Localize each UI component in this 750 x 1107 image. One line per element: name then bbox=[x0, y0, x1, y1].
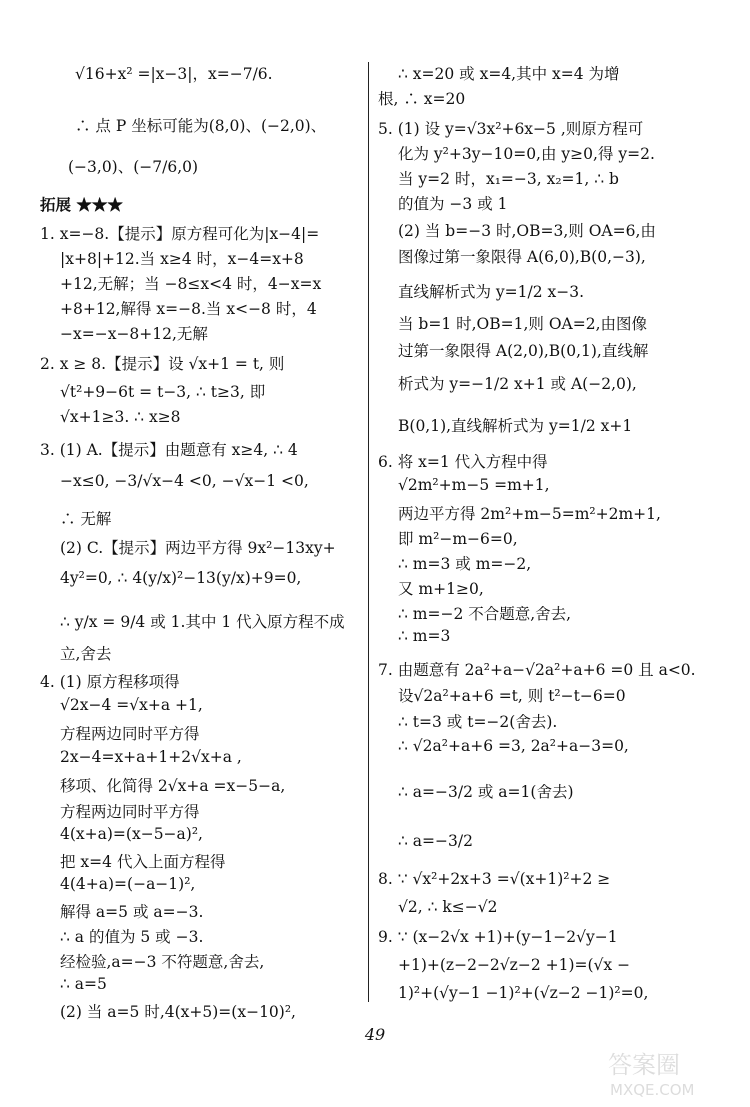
text-line: −x≤0, −3/√x−4 <0, −√x−1 <0, bbox=[60, 472, 309, 490]
text-line: −x=−x−8+12,无解 bbox=[60, 325, 208, 343]
text-line: 拓展 ★★★ bbox=[40, 195, 123, 214]
text-line: ∴ y/x = 9/4 或 1.其中 1 代入原方程不成 bbox=[60, 613, 345, 631]
text-line: ∴ m=3 或 m=−2, bbox=[398, 555, 532, 573]
text-line: ∴ 点 P 坐标可能为(8,0)、(−2,0)、 bbox=[75, 117, 327, 135]
text-line: +8+12,解得 x=−8.当 x<−8 时，4 bbox=[60, 300, 317, 318]
text-line: √2m²+m−5 =m+1, bbox=[398, 476, 550, 494]
text-line: ∴ x=20 或 x=4,其中 x=4 为增 bbox=[398, 65, 620, 83]
text-line: (2) 当 b=−3 时,OB=3,则 OA=6,由 bbox=[398, 222, 656, 240]
text-line: 又 m+1≥0, bbox=[398, 580, 484, 598]
text-line: 4(x+a)=(x−5−a)², bbox=[60, 825, 203, 843]
text-line: (2) 当 a=5 时,4(x+5)=(x−10)², bbox=[60, 1003, 296, 1021]
text-line: 直线解析式为 y=1/2 x−3. bbox=[398, 283, 585, 301]
text-line: 两边平方得 2m²+m−5=m²+2m+1, bbox=[398, 505, 661, 523]
text-line: 当 b=1 时,OB=1,则 OA=2,由图像 bbox=[398, 315, 648, 333]
text-line: 4. (1) 原方程移项得 bbox=[40, 673, 180, 691]
text-line: √16+x² =|x−3|，x=−7/6. bbox=[75, 65, 273, 83]
text-line: 即 m²−m−6=0, bbox=[398, 530, 518, 548]
text-line: 过第一象限得 A(2,0),B(0,1),直线解 bbox=[398, 342, 649, 360]
text-line: 4y²=0, ∴ 4(y/x)²−13(y/x)+9=0, bbox=[60, 569, 302, 587]
text-line: 当 y=2 时，x₁=−3, x₂=1, ∴ b bbox=[398, 170, 619, 188]
text-line: 化为 y²+3y−10=0,由 y≥0,得 y=2. bbox=[398, 145, 655, 163]
text-line: 3. (1) A.【提示】由题意有 x≥4, ∴ 4 bbox=[40, 441, 298, 459]
text-line: ∴ m=−2 不合题意,舍去, bbox=[398, 605, 572, 623]
text-line: 5. (1) 设 y=√3x²+6x−5 ,则原方程可 bbox=[378, 120, 644, 138]
text-line: 解得 a=5 或 a=−3. bbox=[60, 903, 204, 921]
text-line: 的值为 −3 或 1 bbox=[398, 195, 508, 213]
watermark-text-1: 答案圈 bbox=[608, 1051, 680, 1079]
text-line: 设√2a²+a+6 =t, 则 t²−t−6=0 bbox=[398, 687, 626, 705]
text-line: ∴ 无解 bbox=[60, 510, 112, 528]
text-line: 6. 将 x=1 代入方程中得 bbox=[378, 453, 548, 471]
text-line: 4(4+a)=(−a−1)², bbox=[60, 875, 196, 893]
text-line: 经检验,a=−3 不符题意,舍去, bbox=[60, 953, 265, 971]
column-divider bbox=[368, 62, 369, 1002]
text-line: ∴ a 的值为 5 或 −3. bbox=[60, 928, 204, 946]
text-line: ∴ t=3 或 t=−2(舍去). bbox=[398, 713, 558, 731]
text-line: 方程两边同时平方得 bbox=[60, 803, 200, 821]
text-line: 把 x=4 代入上面方程得 bbox=[60, 853, 226, 871]
text-line: √2, ∴ k≤−√2 bbox=[398, 898, 498, 916]
text-line: 8. ∵ √x²+2x+3 =√(x+1)²+2 ≥ bbox=[378, 870, 611, 888]
watermark-text-2: MXQE.COM bbox=[610, 1081, 695, 1099]
text-line: ∴ √2a²+a+6 =3, 2a²+a−3=0, bbox=[398, 737, 629, 755]
watermark-logo bbox=[600, 1045, 735, 1100]
text-line: (2) C.【提示】两边平方得 9x²−13xy+ bbox=[60, 539, 336, 557]
text-line: +12,无解；当 −8≤x<4 时，4−x=x bbox=[60, 275, 322, 293]
text-line: 根, ∴ x=20 bbox=[378, 90, 466, 108]
text-line: 移项、化简得 2√x+a =x−5−a, bbox=[60, 777, 286, 795]
text-line: 7. 由题意有 2a²+a−√2a²+a+6 =0 且 a<0. bbox=[378, 661, 696, 679]
text-line: B(0,1),直线解析式为 y=1/2 x+1 bbox=[398, 417, 633, 435]
text-line: 9. ∵ (x−2√x +1)+(y−1−2√y−1 bbox=[378, 928, 618, 946]
text-line: 图像过第一象限得 A(6,0),B(0,−3), bbox=[398, 248, 646, 266]
text-line: |x+8|+12.当 x≥4 时，x−4=x+8 bbox=[60, 250, 304, 268]
text-line: 立,舍去 bbox=[60, 645, 112, 663]
text-line: 2x−4=x+a+1+2√x+a , bbox=[60, 748, 242, 766]
text-line: 2. x ≥ 8.【提示】设 √x+1 = t, 则 bbox=[40, 355, 285, 373]
text-line: 1)²+(√y−1 −1)²+(√z−2 −1)²=0, bbox=[398, 984, 649, 1002]
text-line: ∴ m=3 bbox=[398, 627, 451, 645]
text-line: ∴ a=−3/2 或 a=1(舍去) bbox=[398, 783, 574, 801]
text-line: √2x−4 =√x+a +1, bbox=[60, 696, 203, 714]
text-line: 方程两边同时平方得 bbox=[60, 725, 200, 743]
text-line: ∴ a=−3/2 bbox=[398, 832, 473, 850]
text-line: 析式为 y=−1/2 x+1 或 A(−2,0), bbox=[398, 375, 637, 393]
right-column bbox=[378, 62, 706, 1012]
text-line: (−3,0)、(−7/6,0) bbox=[68, 158, 199, 176]
text-line: √x+1≥3. ∴ x≥8 bbox=[60, 408, 181, 426]
left-column bbox=[40, 62, 362, 1021]
page-number: 49 bbox=[364, 1025, 386, 1044]
text-line: +1)+(z−2−2√z−2 +1)=(√x − bbox=[398, 956, 631, 974]
text-line: 1. x=−8.【提示】原方程可化为|x−4|= bbox=[40, 225, 320, 243]
text-line: ∴ a=5 bbox=[60, 975, 107, 993]
text-line: √t²+9−6t = t−3, ∴ t≥3, 即 bbox=[60, 383, 266, 401]
